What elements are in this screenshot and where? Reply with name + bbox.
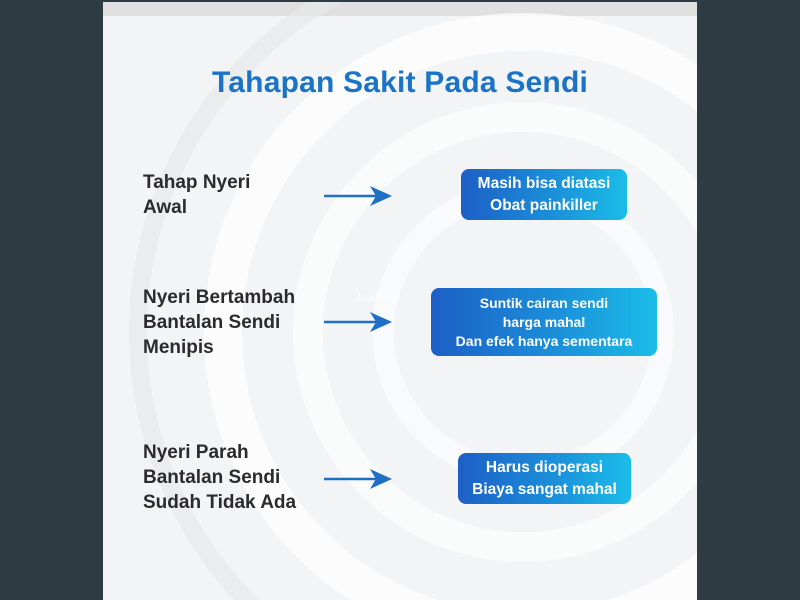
stage-3-result: Harus dioperasi Biaya sangat mahal bbox=[458, 453, 631, 504]
page-title: Tahapan Sakit Pada Sendi bbox=[211, 66, 589, 99]
stage-1-label: Tahap Nyeri Awal bbox=[143, 172, 251, 218]
arrow-right-icon bbox=[324, 309, 394, 335]
stage-2-result: Suntik cairan sendi harga mahal Dan efek hanya sementara bbox=[431, 288, 657, 356]
infographic-card bbox=[103, 2, 697, 600]
stage-1-result: Masih bisa diatasi Obat painkiller bbox=[461, 169, 627, 220]
arrow-right-icon bbox=[324, 466, 394, 492]
watermark: Jual-beli bbox=[355, 290, 400, 304]
arrow-right-icon bbox=[324, 183, 394, 209]
stage-3-label: Nyeri Parah Bantalan Sendi Sudah Tidak Ada bbox=[143, 442, 297, 513]
stage-2-label: Nyeri Bertambah Bantalan Sendi Menipis bbox=[143, 287, 296, 358]
